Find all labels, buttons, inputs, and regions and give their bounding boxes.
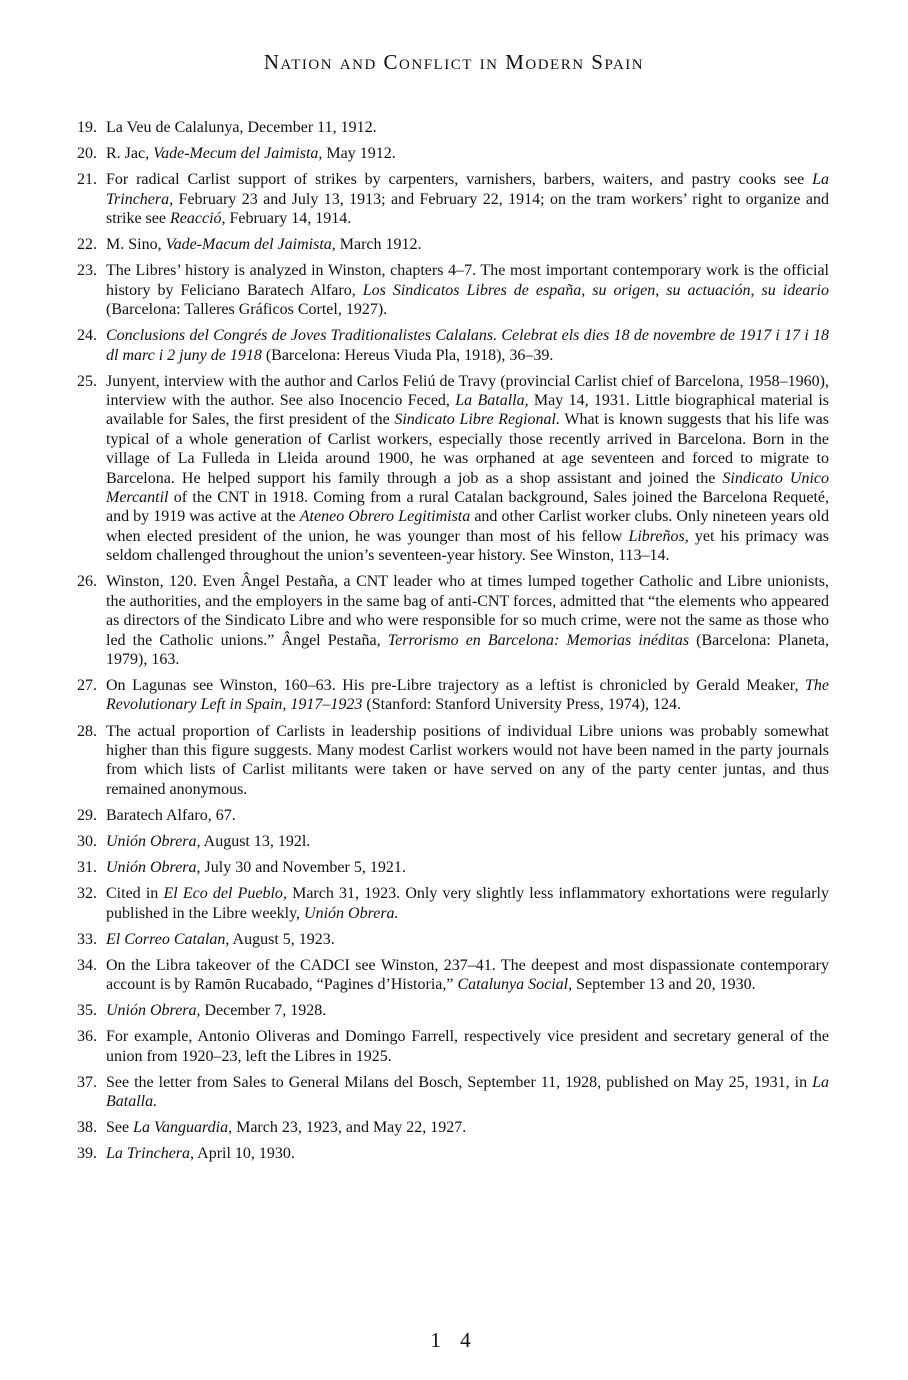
note-text-run: See (106, 1119, 134, 1137)
italic-citation: Sindicato Unico Mercantil (106, 469, 829, 507)
endnote-number: 33. (77, 930, 97, 948)
endnote-number: 30. (77, 832, 97, 850)
endnote-number: 38. (77, 1119, 97, 1137)
endnote-text (106, 1145, 295, 1162)
note-text-run: of the CNT in 1918. Coming from a rural Catalan background, Sales joined the Barcelona Requeté, and by 1919 was active at the (106, 489, 829, 526)
note-text-run: February 23 and July 13, 1913; and February 22, 1914; on the tram workers’ right to organize and strike see (106, 190, 829, 227)
italic-citation: La Batalla, (455, 392, 529, 409)
italic-citation: Unión Obrera. (304, 904, 399, 922)
endnote-text (106, 677, 829, 713)
endnote-text (106, 1002, 326, 1019)
italic-citation: La Batalla. (106, 1073, 829, 1111)
endnote (77, 144, 829, 163)
endnote-number: 21. (77, 171, 97, 189)
endnote (77, 372, 829, 566)
italic-citation: La Trinchera, (106, 1145, 195, 1163)
note-text-run: On the Libra takeover of the CADCI see Winston, 237–41. The deepest and most dispassionate contemporary account is by Ramōn Rucabado, “Pagines d’Historia,” (106, 956, 829, 994)
endnote-number: 36. (77, 1028, 97, 1046)
endnote (77, 261, 829, 319)
endnote-number: 28. (77, 722, 97, 740)
endnote (77, 884, 829, 923)
note-text-run: La Veu de Calalunya, December 11, 1912. (106, 119, 377, 136)
note-text-run: For example, Antonio Oliveras and Domingo Farrell, respectively vice president and secretary general of the union from 1920–23, left the Libres in 1925. (106, 1028, 829, 1065)
endnote-text (106, 262, 829, 318)
italic-citation: La Vanguardia, (133, 1119, 233, 1137)
note-text-run: May 1912. (322, 145, 396, 163)
endnote (77, 170, 829, 228)
endnote-text (106, 957, 829, 993)
note-text-run: August 13, 192l. (200, 832, 311, 850)
endnote-text (106, 885, 829, 921)
italic-citation: La Trinchera, (106, 171, 829, 208)
endnote-number: 32. (77, 885, 97, 903)
endnote-text (106, 1074, 829, 1110)
italic-citation: Libreños, (628, 527, 689, 545)
italic-citation: Unión Obrera, (106, 859, 201, 877)
endnote-text (106, 723, 829, 798)
endnote (77, 1001, 829, 1020)
note-text-run: March 31, 1923. Only very slightly less inflammatory exhortations were regularly published in the Libre weekly, (106, 885, 829, 922)
endnote (77, 806, 829, 825)
italic-citation: Unión Obrera, (106, 1002, 201, 1020)
italic-citation: Los Sindicatos Libres de españa, su origen, su actuación, su ideario (362, 281, 829, 299)
note-text-run: March 1912. (335, 236, 422, 254)
note-text-run: April 10, 1930. (194, 1145, 295, 1163)
note-text-run: On Lagunas see Winston, 160–63. His pre-Libre trajectory as a leftist is chronicled by Gerald Meaker, (106, 677, 805, 695)
endnote-text (106, 859, 406, 876)
endnote (77, 930, 829, 949)
note-text-run: July 30 and November 5, 1921. (200, 859, 406, 877)
italic-citation: Terrorismo en Barcelona: Memorias inéditas (387, 631, 690, 649)
endnote-number: 26. (77, 573, 97, 591)
endnote-number: 39. (77, 1145, 97, 1163)
endnote-text (106, 236, 422, 253)
note-text-run: and other Carlist worker clubs. Only nineteen years old when elected president of the union, he was younger than most of his fellow (106, 508, 830, 545)
note-text-run: Junyent, interview with the author and Carlos Feliú de Travy (provincial Carlist chief of Barcelona, 1958–1960), interview with the author. See also Inocencio Feced, (106, 372, 829, 409)
endnote-number: 22. (77, 236, 97, 254)
endnotes-list (77, 118, 829, 1171)
note-text-run: Baratech Alfaro, 67. (106, 806, 236, 824)
note-text-run: For radical Carlist support of strikes by carpenters, varnishers, barbers, waiters, and pastry cooks see (106, 171, 813, 189)
note-text-run: August 5, 1923. (229, 930, 335, 948)
endnote-number: 27. (77, 677, 97, 695)
note-text-run: (Barcelona: Hereus Viuda Pla, 1918), 36–39. (261, 346, 554, 364)
endnote-text (106, 573, 829, 668)
endnote-number: 35. (77, 1002, 97, 1020)
note-text-run: (Barcelona: Planeta, 1979), 163. (106, 631, 830, 668)
endnote (77, 832, 829, 851)
note-text-run: The Libres’ history is analyzed in Winston, chapters 4–7. The most important contemporary work is the official history by Feliciano Baratech Alfaro, (106, 262, 829, 299)
note-text-run: (Stanford: Stanford University Press, 1974), 124. (362, 696, 682, 714)
note-text-run: What is known suggests that his life was typical of a whole generation of Carlist workers, especially those recently arrived in Barcelona. Born in the village of La Fulleda in Lleida around 1900, he was orphaned at age seventeen and forced to migrate to Barcelona. He helped support his family through a job as a shop assistant and joined the (106, 411, 830, 487)
note-text-run: (Barcelona: Talleres Gráficos Cortel, 1927). (106, 301, 388, 318)
endnote (77, 858, 829, 877)
endnote-text (106, 833, 310, 850)
endnote-number: 23. (77, 262, 97, 280)
italic-citation: Reacció, (169, 210, 226, 227)
note-text-run: R. Jac, (106, 145, 154, 163)
italic-citation: The Revolutionary Left in Spain, 1917–1923 (106, 677, 829, 714)
note-text-run: September 13 and 20, 1930. (572, 976, 756, 994)
endnote (77, 118, 829, 137)
note-text-run: December 7, 1928. (200, 1002, 327, 1020)
endnote (77, 1027, 829, 1066)
italic-citation: El Correo Catalan, (106, 930, 230, 948)
endnote-text (106, 1119, 466, 1136)
endnote-text (106, 119, 377, 136)
note-text-run: yet his primacy was seldom challenged throughout the union’s seventeen-year history. See Winston, 113–14. (106, 527, 830, 565)
italic-citation: Catalunya Social, (457, 976, 573, 994)
italic-citation: Sindicato Libre Regional. (394, 411, 560, 429)
italic-citation: Ateneo Obrero Legitimista (299, 508, 471, 526)
endnote (77, 722, 829, 800)
endnote-number: 25. (77, 372, 97, 390)
note-text-run: May 14, 1931. Little biographical material is available for Sales, the first president of the (106, 392, 829, 429)
endnote (77, 1144, 829, 1163)
endnote (77, 1118, 829, 1137)
italic-citation: Vade-Macum del Jaimista, (165, 236, 336, 254)
italic-citation: El Eco del Pueblo, (163, 885, 287, 903)
endnote (77, 326, 829, 365)
endnote-text (106, 327, 829, 363)
endnote-text (106, 1028, 829, 1064)
endnote-text (106, 373, 829, 565)
endnote (77, 235, 829, 254)
page-number: 1 4 (430, 1328, 478, 1352)
italic-citation: Vade-Mecum del Jaimista, (153, 145, 323, 163)
endnote-number: 19. (77, 119, 97, 136)
endnote-number: 24. (77, 327, 97, 345)
endnote (77, 956, 829, 995)
endnote (77, 572, 829, 669)
note-text-run: The actual proportion of Carlists in leadership positions of individual Libre unions was probably somewhat higher than this figure suggests. Many modest Carlist workers would not have been named in the party journals from which lists of Carlist militants were taken or have served on any of the party center juntas, and thus remained anonymous. (106, 722, 829, 798)
endnote (77, 676, 829, 715)
note-text-run: Cited in (106, 885, 164, 903)
endnote-text (106, 807, 236, 824)
italic-citation: Conclusions del Congrés de Joves Traditionalistes Calalans. Celebrat els dies 18 de novembre de 1917 i 17 i 18 dl marc i 2 juny de 1918 (106, 327, 829, 364)
running-head: Nation and Conflict in Modern Spain (263, 50, 645, 74)
endnote-text (106, 931, 335, 948)
italic-citation: Unión Obrera, (106, 832, 201, 850)
endnote-number: 29. (77, 806, 97, 824)
endnote-number: 34. (77, 956, 97, 974)
endnote-text (106, 171, 829, 227)
endnote-number: 31. (77, 859, 97, 877)
note-text-run: February 14, 1914. (225, 210, 352, 227)
note-text-run: Winston, 120. Even Ângel Pestaña, a CNT leader who at times lumped together Catholic and Libre unionists, the authorities, and the employers in the same bag of anti-CNT forces, admitted that “the elements who appeared as directors of the Sindicato Libre and who were responsible for so much crime, were not the same as those who led the Catholic unions.” Ângel Pestaña, (106, 573, 829, 649)
endnote-number: 37. (77, 1073, 97, 1091)
note-text-run: M. Sino, (106, 236, 166, 254)
endnote (77, 1073, 829, 1112)
note-text-run: March 23, 1923, and May 22, 1927. (232, 1119, 467, 1137)
endnote-text (106, 145, 396, 162)
endnote-number: 20. (77, 145, 97, 163)
note-text-run: See the letter from Sales to General Milans del Bosch, September 11, 1928, published on May 25, 1931, in (106, 1073, 813, 1091)
